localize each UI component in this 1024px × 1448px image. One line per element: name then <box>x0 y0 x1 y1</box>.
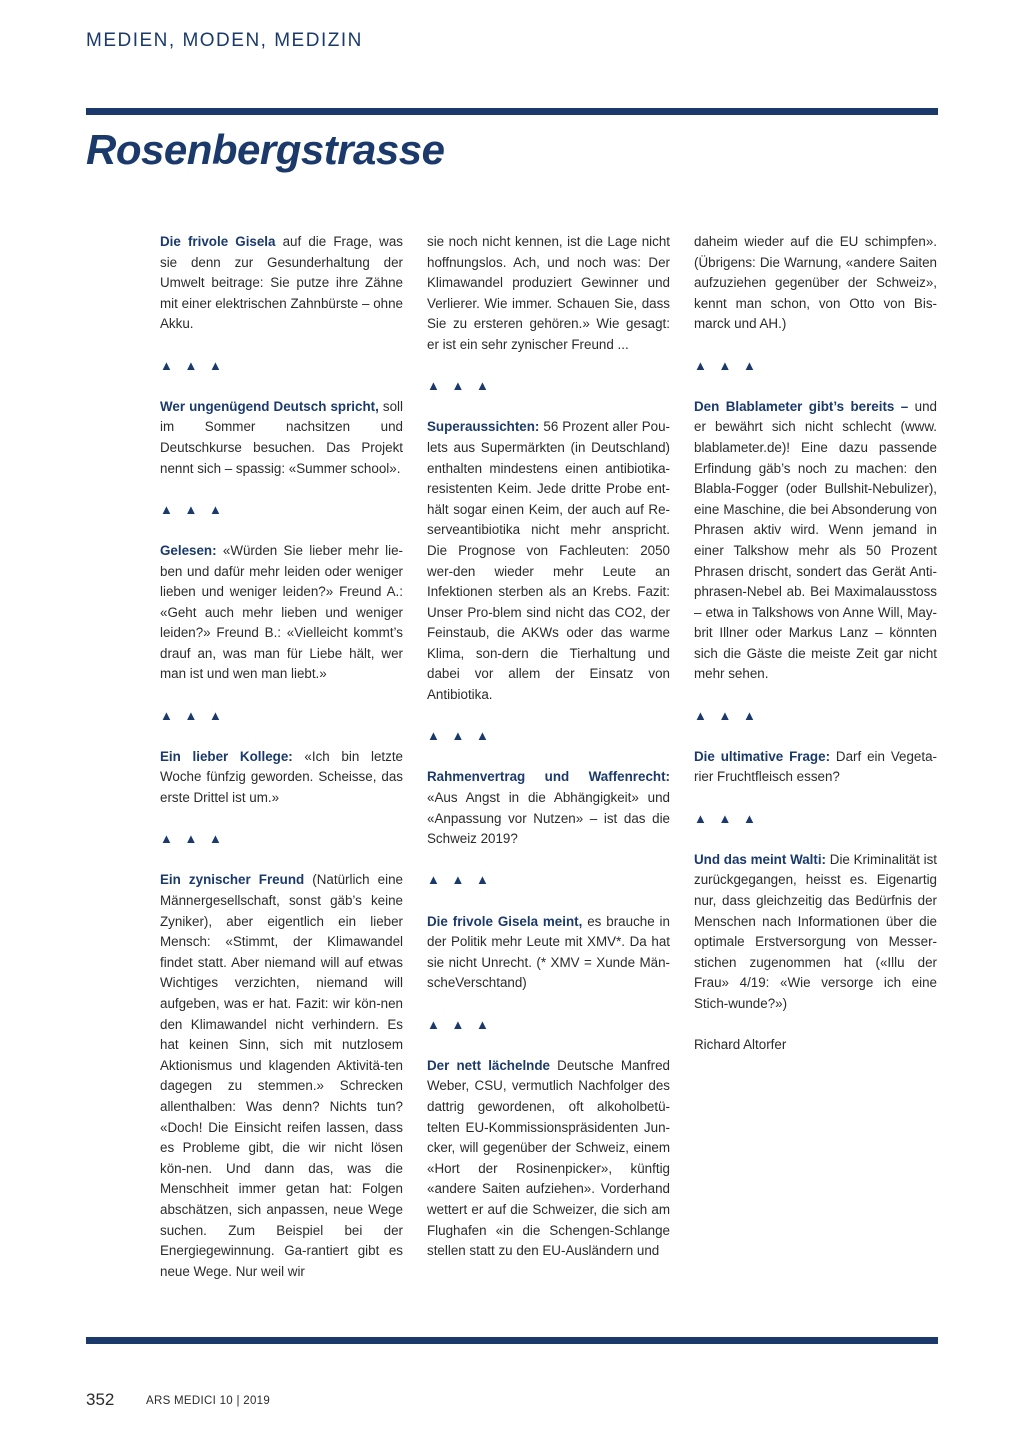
paragraph-lead: Und das meint Walti: <box>694 851 827 867</box>
page-number: 352 <box>86 1390 115 1409</box>
paragraph-text: daheim wieder auf die EU schimpfen». (Übrigens: Die Warnung, «andere Saiten aufzuziehen gegenüber der Schweiz», kennt man schon, von Otto von Bis-marck und AH.) <box>694 234 937 332</box>
paragraph <box>694 747 937 788</box>
triangle-separator-icon: ▲ ▲ ▲ <box>160 357 226 373</box>
paragraph-text: und er bewährt sich nicht schlecht (www. blablameter.de)! Eine dazu passende Erfindung gäb’s noch zu machen: den Blabla-Fogger (oder Bullshit-Nebulizer), eine Maschine, die bei Absonderung von Phrasen aktiv wird. Wenn jemand in einer Talkshow mehr als 50 Prozent Phrasen drischt, sondert das Gerät Anti-phrasen-Nebel ab. Bei Maximalausstoss – etwa in Talkshows von Anne Will, May-brit Illner oder Markus Lanz – könnten sich die Gäste die meiste Zeit gar nicht mehr sehen. <box>694 398 938 682</box>
paragraph-text: Darf ein Vegeta-rier Fruchtfleisch essen? <box>694 748 937 785</box>
paragraph-lead: Der nett lächelnde <box>427 1057 550 1073</box>
paragraph <box>160 541 403 685</box>
paragraph-text: sie noch nicht kennen, ist die Lage nicht hoffnungslos. Ach, und noch was: Der Klimawandel produziert Gewinner und Verlierer. Wie immer. Schauen Sie, dass Sie zu ersteren gehören.» Wie gesagt: er ist ein sehr zynischer Freund ... <box>427 234 670 352</box>
paragraph-text: Deutsche Manfred Weber, CSU, vermutlich Nachfolger des dattrig gewordenen, oft alkoholbetü-telten EU-Kommissionspräsidenten Jun-cker, will gegenüber der Schweiz, einem «Hort der Rosinenpicker», künftig «andere Saiten aufziehen». Vorderhand wettert er auf die Schweizer, die sich am Flughafen «in die Schengen-Schlange stellen statt zu den EU-Ausländern und <box>427 1057 670 1259</box>
paragraph-lead: Rahmenvertrag und Waffenrecht: <box>427 769 670 785</box>
paragraph <box>694 232 937 335</box>
publication-info: ARS MEDICI 10 | 2019 <box>146 1395 271 1407</box>
paragraph-lead: Die frivole Gisela <box>160 234 276 249</box>
paragraph-lead: Den Blablameter gibt’s bereits – <box>694 398 909 414</box>
paragraph <box>427 767 670 849</box>
paragraph-text: (Natürlich eine Männergesellschaft, sonst gäb’s keine Zyniker), aber eigentlich ein lieber Mensch: «Stimmt, der Klimawandel findet statt. Aber niemand will auf etwas Wichtiges verzichten, niemand will aufgeben, was er hat. Fazit: wir kön-nen den Klimawandel nicht verhindern. Es hat keinen Sinn, sich mit nutzlosem Aktionismus und klagenden Aktivitä-ten dagegen zu stemmen.» Schrecken allenthalben: Was denn? Nichts tun? «Doch! Die Einsicht reifen lassen, dass es Probleme gibt, die wir nicht lösen kön-nen. Und dann das, was die Menschheit immer getan hat: Folgen abschätzen, sich anpassen, neue Wege suchen. Zum Beispiel bei der Energiegewinnung. Ga-rantiert gibt es neue Wege. Nur weil wir <box>160 872 403 1279</box>
triangle-separator-icon: ▲ ▲ ▲ <box>427 728 493 744</box>
paragraph-text: «Würden Sie lieber mehr lie-ben und dafür mehr leiden oder weniger lieben und weniger leiden?» Freund A.: «Geht auch mehr lieben und weniger leiden?» Freund B.: «Vielleicht kommt’s drauf an, was man für Liebe hält, wer man ist und wen man liebt.» <box>160 542 403 682</box>
paragraph <box>427 232 670 356</box>
paragraph-text: soll im Sommer nachsitzen und Deutschkurse besuchen. Das Projekt nennt sich – spassig: «Summer school». <box>160 398 403 476</box>
paragraph-lead: Superaussichten: <box>427 419 540 435</box>
triangle-separator-icon: ▲ ▲ ▲ <box>427 1016 493 1032</box>
paragraph-text: 56 Prozent aller Pou-lets aus Supermärkten (in Deutschland) enthalten mindestens einen antibiotika-resistenten Keim. Jede dritte Probe ent-hält sogar einen Keim, der auch auf Re-serveantibiotika nicht mehr anspricht. Die Prognose von Fachleuten: 2050 wer-den wieder mehr Leute an Infektionen sterben als an Krebs. Fazit: Unser Pro-blem sind nicht das CO2, der Feinstaub, die AKWs oder das warme Klima, son-dern die Tierhaltung und dabei vor allem der Einsatz von Antibiotika. <box>427 419 670 703</box>
paragraph <box>160 232 403 335</box>
triangle-separator-icon: ▲ ▲ ▲ <box>160 831 226 847</box>
article-title: Rosenbergstrasse <box>86 126 445 173</box>
triangle-separator-icon: ▲ ▲ ▲ <box>160 707 226 723</box>
paragraph <box>427 417 670 705</box>
paragraph <box>694 397 937 685</box>
triangle-separator-icon: ▲ ▲ ▲ <box>694 357 760 373</box>
paragraph-lead: Ein lieber Kollege: <box>160 748 293 764</box>
paragraph <box>160 747 403 809</box>
paragraph-text: es brauche in der Politik mehr Leute mit XMV*. Da hat sie nicht Unrecht. (* XMV = Xunde Män-scheVerschtand) <box>427 913 670 991</box>
author-name: Richard Altorfer <box>694 1037 787 1053</box>
paragraph-text: «Ich bin letzte Woche fünfzig geworden. Scheisse, das erste Drittel ist um.» <box>160 748 403 806</box>
paragraph <box>427 1056 670 1262</box>
triangle-separator-icon: ▲ ▲ ▲ <box>694 810 760 826</box>
paragraph <box>427 912 670 994</box>
paragraph-text: Die Kriminalität ist zurückgegangen, heisst es. Eigenartig nur, dass gleichzeitig das Bedürfnis der Menschen nach Informationen über die optimale Erstversorgung von Messer-stichen zugenommen hat («Illu der Frau» 4/19: «Wie versorge ich eine Stich-wunde?») <box>694 851 937 1011</box>
paragraph <box>694 850 937 1015</box>
column-1 <box>160 232 403 1303</box>
paragraph-text: auf die Frage, was sie denn zur Gesunderhaltung der Umwelt beitrage: Sie putze ihre Zähne mit einer elektrischen Zahnbürste – ohne Akku. <box>160 234 403 332</box>
triangle-separator-icon: ▲ ▲ ▲ <box>427 872 493 888</box>
paragraph <box>160 397 403 479</box>
paragraph-lead: Gelesen: <box>160 542 217 558</box>
triangle-separator-icon: ▲ ▲ ▲ <box>427 378 493 394</box>
section-header: MEDIEN, MODEN, MEDIZIN <box>86 30 363 51</box>
paragraph-lead: Wer ungenügend Deutsch spricht, <box>160 398 379 414</box>
paragraph-lead: Die frivole Gisela meint, <box>427 913 583 929</box>
triangle-separator-icon: ▲ ▲ ▲ <box>160 501 226 517</box>
top-rule <box>86 108 938 115</box>
paragraph <box>160 870 403 1282</box>
triangle-separator-icon: ▲ ▲ ▲ <box>694 707 760 723</box>
paragraph-text: «Aus Angst in die Abhängigkeit» und «Anpassung vor Nutzen» – ist das die Schweiz 2019? <box>427 790 670 847</box>
column-2 <box>427 232 670 1282</box>
column-3 <box>694 232 937 1076</box>
bottom-rule <box>86 1337 938 1344</box>
paragraph-lead: Die ultimative Frage: <box>694 748 831 764</box>
paragraph-lead: Ein zynischer Freund <box>160 872 305 888</box>
